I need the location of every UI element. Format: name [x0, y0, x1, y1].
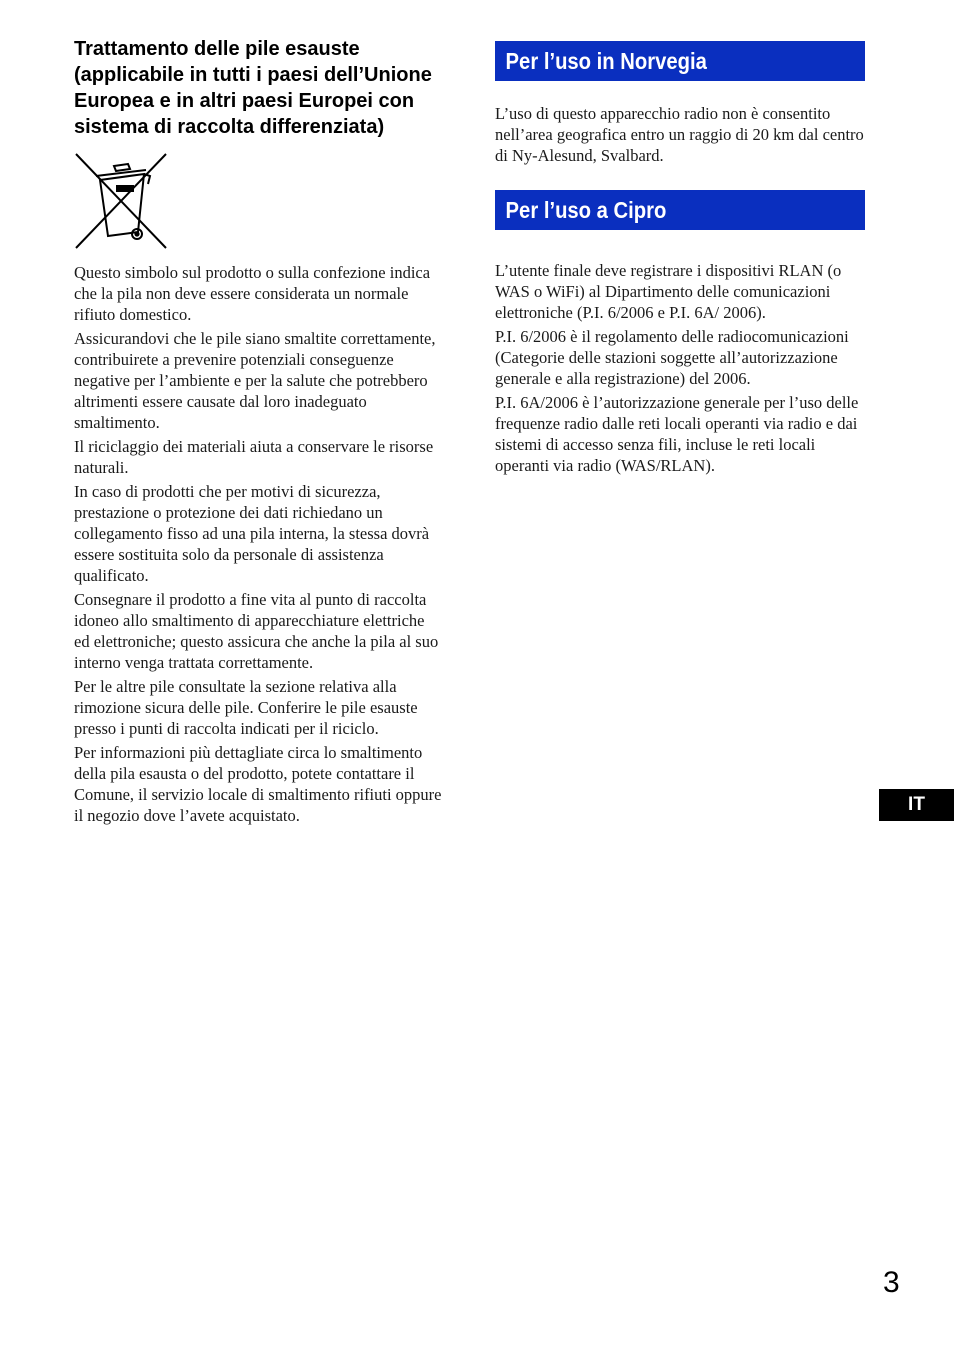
norway-section-banner: [495, 41, 865, 81]
left-column: [74, 36, 444, 829]
cyprus-paragraph: P.I. 6A/2006 è l’autorizzazione generale per l’uso delle frequenze radio dalle reti locali operanti via radio e dai sistemi di accesso senza fili, incluse le reti locali operanti via radio (WAS/RLAN).: [495, 393, 859, 475]
paragraph: Consegnare il prodotto a fine vita al punto di raccolta idoneo allo smaltimento di apparecchiature elettriche ed elettroniche; questo assicura che anche la pila al suo interno venga trattata correttamente.: [74, 590, 439, 672]
cyprus-paragraph: P.I. 6/2006 è il regolamento delle radiocomunicazioni (Categorie delle stazioni soggette all’autorizzazione generale e alla registrazione) del 2006.: [495, 327, 849, 388]
norway-section-title: Per l’uso in Norvegia: [495, 41, 865, 81]
paragraph: Assicurandovi che le pile siano smaltite correttamente, contribuirete a prevenire potenziali conseguenze negative per l’ambiente e per la salute che potrebbero altrimenti essere causate dal loro inadeguato smaltimento.: [74, 329, 436, 432]
language-tab: IT: [879, 789, 954, 821]
norway-paragraph: L’uso di questo apparecchio radio non è consentito nell’area geografica entro un raggio di 20 km dal centro di Ny-Alesund, Svalbard.: [495, 104, 864, 165]
paragraph: Per informazioni più dettagliate circa lo smaltimento della pila esausta o del prodotto, potete contattare il Comune, il servizio locale di smaltimento rifiuti oppure il negozio dove l’avete acquistato.: [74, 743, 442, 825]
cyprus-section-banner: [495, 190, 865, 230]
paragraph: Il riciclaggio dei materiali aiuta a conservare le risorse naturali.: [74, 437, 434, 477]
cyprus-paragraph: L’utente finale deve registrare i dispositivi RLAN (o WAS o WiFi) al Dipartimento delle comunicazioni elettroniche (P.I. 6/2006 e P.I. 6A/ 2006).: [495, 261, 842, 322]
paragraph: In caso di prodotti che per motivi di sicurezza, prestazione o protezione dei dati richiedano un collegamento fisso ad una pila interna, la stessa dovrà essere sostituita solo da personale di assistenza qualificato.: [74, 482, 430, 585]
cyprus-section-title: Per l’uso a Cipro: [495, 190, 865, 230]
paragraph: Questo simbolo sul prodotto o sulla confezione indica che la pila non deve essere considerata un normale rifiuto domestico.: [74, 263, 431, 324]
paragraph: Per le altre pile consultate la sezione relativa alla rimozione sicura delle pile. Conferire le pile esauste presso i punti di raccolta indicati per il riciclo.: [74, 677, 418, 738]
page-number: 3: [883, 1266, 900, 1299]
crossed-out-wheelie-bin-icon: [74, 150, 170, 250]
battery-disposal-heading: Trattamento delle pile esauste (applicabile in tutti i paesi dell’Unione Europea e in altri paesi Europei con sistema di raccolta differenziata): [74, 38, 432, 138]
right-column: [495, 41, 865, 479]
